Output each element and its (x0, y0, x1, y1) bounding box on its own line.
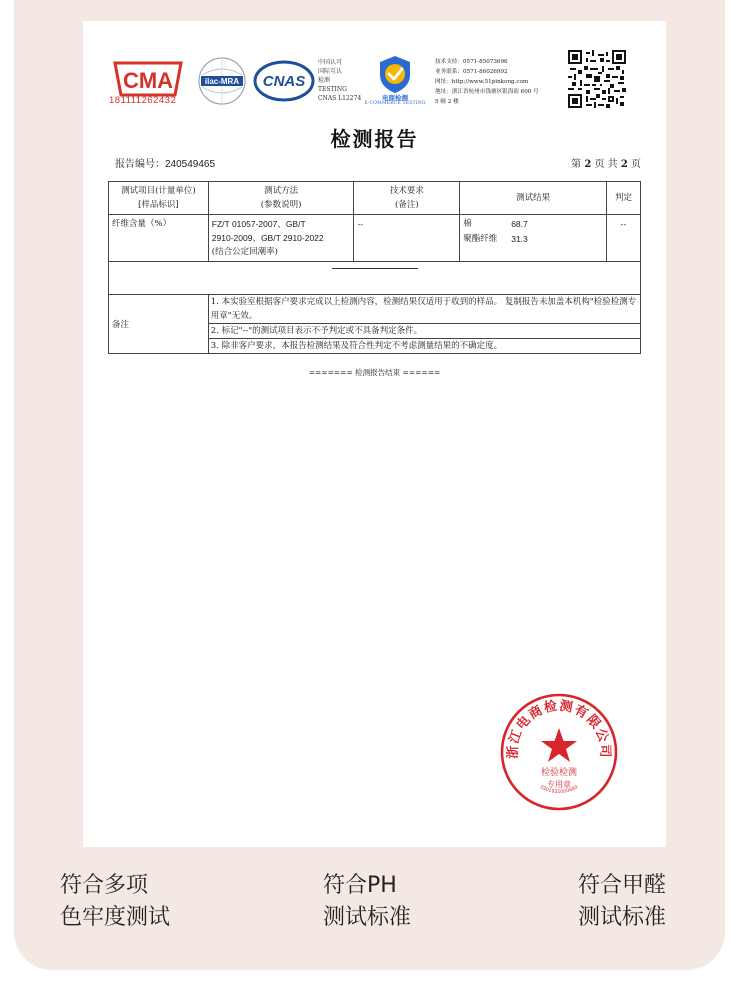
seal-center-line2: 专用章 (547, 780, 571, 789)
note-item: 2. 标记"--"的测试项目表示不予判定或不具备判定条件。 (209, 324, 640, 339)
header-method-line1: 测试方法 (264, 186, 299, 196)
result-name: 棉 (463, 219, 472, 229)
ilac-mra-logo (196, 55, 248, 107)
feature-colorfastness (60, 870, 170, 934)
cell-judgement: -- (607, 215, 641, 262)
separator-line (332, 268, 418, 269)
header-requirement-line1: 技术要求 (389, 186, 424, 196)
ecommerce-sub: E-COMMERCE TESTING (364, 101, 426, 106)
contact-info (435, 57, 565, 107)
feature-line: 符合甲醛 (578, 873, 667, 898)
ecommerce-label: 电商检测 (382, 94, 408, 102)
report-end-marker: ======= 检测报告结束 ====== (308, 368, 441, 377)
header-method-line2: (参数说明) (260, 200, 302, 210)
separator-cell (109, 262, 641, 295)
header-item-line2: [样品标识] (138, 200, 179, 210)
method-line: FZ/T 01057-2007、GB/T (211, 219, 306, 229)
header-result: 测试结果 (460, 182, 607, 215)
table-header-row (109, 182, 641, 215)
page-prefix: 第 (571, 159, 582, 170)
report-number-value: 240549465 (165, 159, 216, 170)
cnas-caption-line: 中国认可 (318, 59, 343, 66)
star-icon (541, 728, 577, 762)
feature-ph (323, 870, 411, 934)
notes-row (109, 295, 641, 354)
cnas-caption-line: 检测 (318, 77, 331, 84)
cnas-logo-text: CNAS (262, 73, 306, 90)
cnas-caption-line: 国际互认 (318, 68, 343, 75)
cnas-caption-line: TESTING (318, 86, 347, 93)
contact-line: 地址：浙江省杭州市钱塘区银海街 600 号 (435, 89, 539, 95)
cell-requirement: -- (354, 215, 460, 262)
header-requirement (354, 182, 460, 215)
note-item: 3. 除非客户要求，本报告检测结果及符合性判定不考虑测量结果的不确定度。 (210, 341, 503, 351)
feature-line: 符合多项 (60, 873, 149, 898)
report-number (115, 155, 215, 170)
ilac-logo-text: ilac-MRA (204, 77, 240, 86)
cnas-caption-line: CNAS L12274 (318, 95, 362, 102)
official-seal (499, 692, 619, 812)
page-total: 2 (620, 159, 628, 170)
notes-cell (208, 295, 640, 354)
feature-line: 测试标准 (323, 905, 412, 930)
result-name: 聚酯纤维 (463, 234, 498, 244)
feature-line: 测试标准 (578, 905, 667, 930)
cell-item: 纤维含量（%） (109, 215, 209, 262)
method-line: (结合公定回潮率) (211, 247, 278, 257)
feature-formaldehyde (578, 870, 666, 934)
report-title: 检测报告 (330, 127, 419, 151)
page-indicator (571, 155, 641, 170)
notes-label: 备注 (109, 295, 209, 354)
header-requirement-line2: (备注) (395, 200, 419, 210)
report-page (83, 21, 666, 847)
page-current: 2 (584, 159, 592, 170)
header-item (109, 182, 209, 215)
contact-line: 业务联系：0571-86026992 (435, 69, 508, 75)
feature-line: 符合PH (323, 873, 397, 898)
header-item-line1: 测试项目(计量单位) (121, 186, 196, 196)
table-separator-row (109, 262, 641, 295)
contact-line: 技术支持：0571-85073696 (435, 59, 508, 65)
cma-number: 181111262432 (109, 95, 177, 106)
seal-org-name: 浙江电商检测有限公司 (505, 698, 613, 759)
seal-center-line1: 检验检测 (540, 768, 578, 778)
method-line: 2910-2009、GB/T 2910-2022 (211, 233, 324, 243)
cnas-logo (253, 59, 315, 103)
page-suffix: 页 (631, 159, 641, 170)
report-number-label: 报告编号： (115, 159, 165, 170)
seal-number: 3301931000689 (538, 784, 580, 796)
result-value: 68.7 (511, 219, 528, 229)
header-method (208, 182, 354, 215)
cell-method (208, 215, 354, 262)
cma-logo-text: CMA (122, 68, 174, 93)
shield-check-icon (375, 53, 415, 97)
table-row (109, 215, 641, 262)
contact-line: 5 幢 2 楼 (435, 99, 459, 105)
qr-code-icon (568, 50, 626, 108)
note-item: 1. 本实验室根据客户要求完成以上检测内容，检测结果仅适用于收到的样品。 复制报告未加盖本机构"检验检测专用章"无效。 (209, 295, 640, 324)
cell-result (460, 215, 607, 262)
contact-line: 网址：http://www.51pinkong.com (435, 79, 529, 85)
report-table (108, 181, 641, 354)
page-mid: 页 共 (594, 159, 618, 170)
result-value: 31.3 (511, 234, 528, 244)
feature-line: 色牢度测试 (60, 905, 171, 930)
header-judgement: 判定 (607, 182, 641, 215)
